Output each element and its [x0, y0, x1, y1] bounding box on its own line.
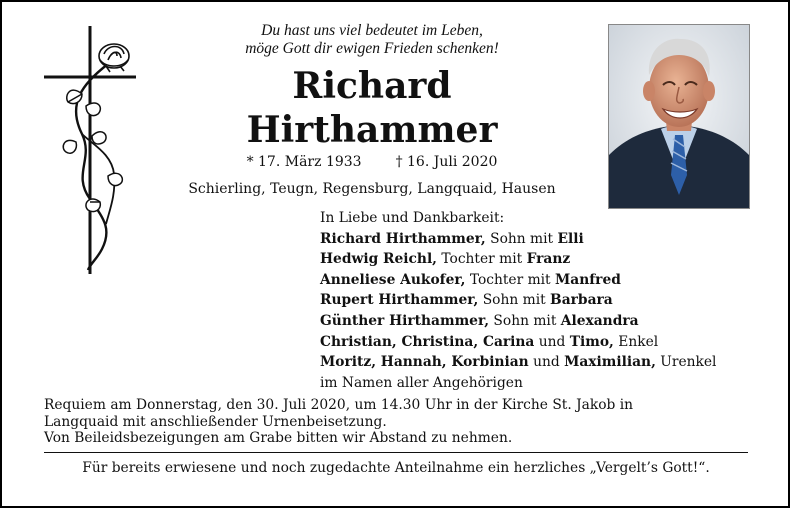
grandchildren-names: Christian, Christina, Carina — [320, 333, 535, 350]
requiem-line-2: Langquaid mit anschließender Urnenbeisetzung. — [44, 413, 387, 430]
mourner-name: Richard Hirthammer, — [320, 230, 486, 247]
mourners-list — [320, 208, 780, 393]
mourner-name: Anneliese Aukofer, — [320, 271, 466, 288]
condolence-note: Von Beileidsbezeigungen am Grabe bitten wir Abstand zu nehmen. — [44, 430, 513, 446]
mourners-intro: In Liebe und Dankbarkeit: — [320, 210, 505, 226]
life-dates — [202, 153, 542, 171]
mourner-name: Hedwig Reichl, — [320, 251, 437, 268]
mourner-row — [320, 229, 780, 250]
mourner-row — [320, 311, 780, 332]
mourner-row — [320, 249, 780, 270]
mourner-relation: Sohn mit — [489, 312, 561, 329]
requiem-line-1: Requiem am Donnerstag, den 30. Juli 2020, um 14.30 Uhr in der Kirche St. Jakob in — [44, 397, 634, 413]
death-date: † 16. Juli 2020 — [395, 154, 498, 170]
last-name: Hirthammer — [246, 109, 498, 151]
mourner-row — [320, 270, 780, 291]
requiem-info — [44, 397, 748, 447]
deceased-name — [202, 64, 542, 152]
mourner-row — [320, 332, 780, 353]
mourner-relation: Tochter mit — [437, 251, 527, 268]
grandchildren-relation: Enkel — [613, 333, 659, 350]
conjunction: und — [528, 354, 565, 371]
cross-with-rose-icon — [42, 24, 142, 276]
mourner-relation: Tochter mit — [465, 271, 555, 288]
portrait-illustration — [609, 25, 749, 208]
portrait-photo — [608, 24, 750, 209]
mourner-partner: Elli — [557, 230, 584, 247]
thanks-note: Für bereits erwiesene und noch zugedachte Anteilnahme ein herzliches „Vergelt’s Gott!“. — [82, 460, 710, 476]
motto-line-1: Du hast uns viel bedeutet im Leben, — [261, 22, 483, 39]
mourner-row — [320, 290, 780, 311]
mourners-closing: im Namen aller Angehörigen — [320, 374, 523, 391]
mourner-relation: Sohn mit — [478, 292, 551, 309]
birth-date: * 17. März 1933 — [246, 154, 362, 170]
great-grandchildren-names: Moritz, Hannah, Korbinian — [320, 354, 529, 371]
mourner-partner: Franz — [526, 251, 571, 268]
mourner-relation: Sohn mit — [485, 230, 558, 247]
mourner-partner: Alexandra — [560, 312, 639, 329]
mourner-partner: Manfred — [555, 271, 621, 288]
motto — [202, 22, 542, 58]
great-grandchild-last: Maximilian, — [564, 354, 656, 371]
divider-line — [44, 452, 748, 453]
grandchild-last: Timo, — [569, 333, 614, 350]
mourner-row — [320, 352, 780, 373]
mourner-name: Günther Hirthammer, — [320, 312, 490, 329]
mourner-partner: Barbara — [550, 292, 613, 309]
great-grandchildren-relation: Urenkel — [655, 354, 717, 371]
motto-line-2: möge Gott dir ewigen Frieden schenken! — [245, 40, 499, 57]
places-of-life: Schierling, Teugn, Regensburg, Langquaid, Hausen — [188, 181, 556, 197]
first-name: Richard — [292, 65, 452, 107]
conjunction: und — [534, 333, 570, 350]
mourner-name: Rupert Hirthammer, — [320, 292, 479, 309]
